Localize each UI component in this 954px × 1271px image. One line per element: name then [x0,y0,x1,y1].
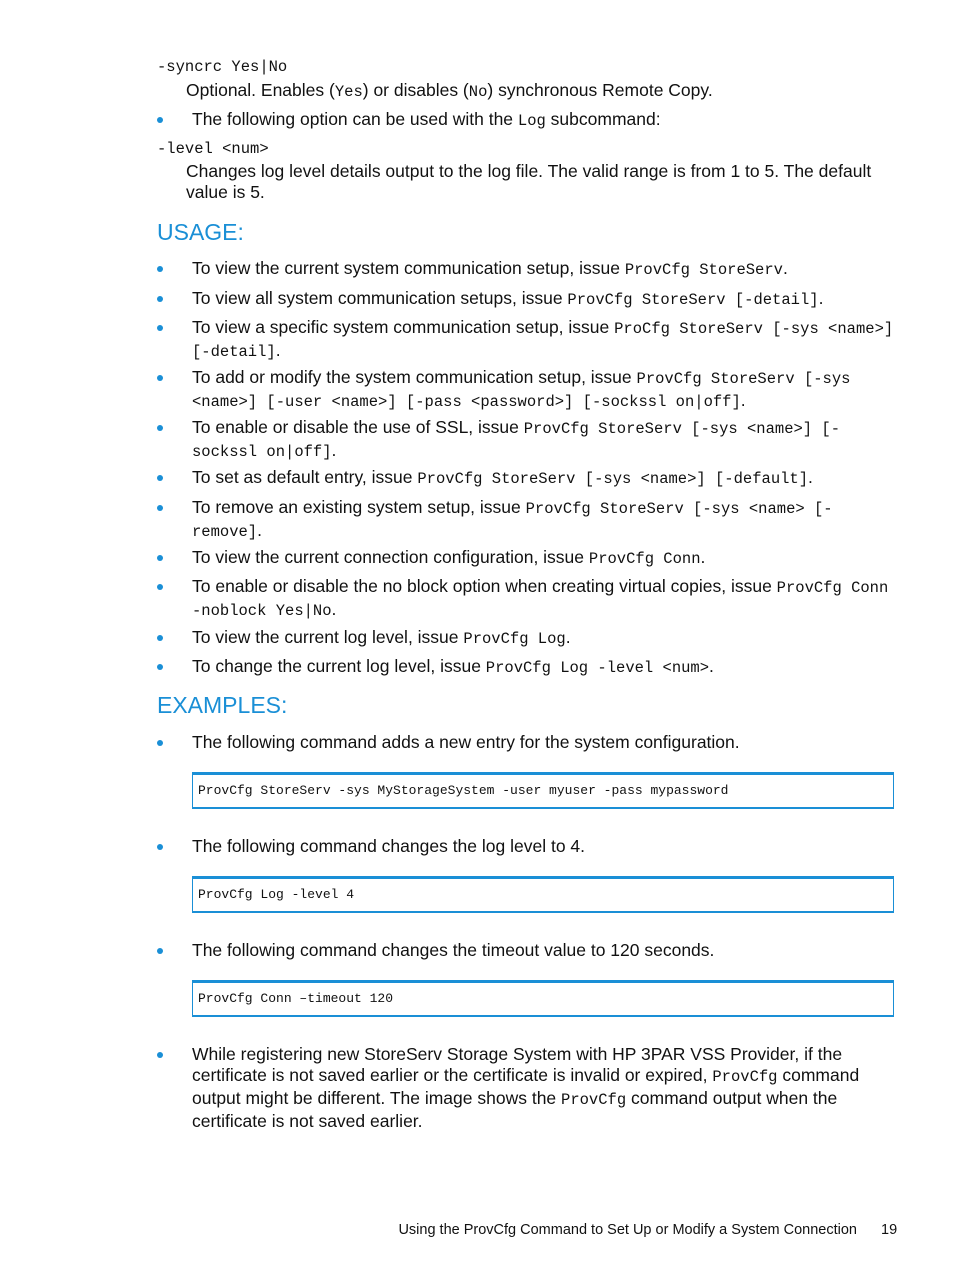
bullet-icon [157,584,165,592]
page-number: 19 [881,1222,898,1238]
syncrc-option: -syncrc Yes|No [157,58,288,76]
bullet-icon [157,475,165,483]
bullet-icon [157,1052,165,1060]
code-text: ProvCfg Conn –timeout 120 [198,991,394,1006]
bullet-icon [157,555,165,563]
usage-item: To set as default entry, issue ProvCfg StoreServ [-sys <name>] [-default]. [192,467,813,488]
code-block [192,980,894,1017]
usage-item: To remove an existing system setup, issue ProvCfg StoreServ [-sys <name> [-remove]. [192,497,833,541]
log-intro: The following option can be used with the Log subcommand: [192,109,661,130]
code-text: ProvCfg StoreServ -sys MyStorageSystem -user myuser -pass mypassword [198,783,729,798]
example-text: The following command changes the log level to 4. [192,836,586,856]
usage-item: To enable or disable the use of SSL, issue ProvCfg StoreServ [-sys <name>] [-sockssl on|off]. [192,417,841,461]
example-final-text: While registering new StoreServ Storage System with HP 3PAR VSS Provider, if the certificate is not saved earlier or the certificate is invalid or expired, ProvCfg command output might be different. The image shows the ProvCfg command output when the certificate is not saved earlier. [192,1044,860,1131]
examples-heading: EXAMPLES: [157,692,288,718]
usage-item: To enable or disable the no block option when creating virtual copies, issue ProvCfg Conn -noblock Yes|No. [192,576,889,620]
bullet-icon [157,266,165,274]
code-block [192,772,894,809]
bullet-icon [157,375,165,383]
usage-item: To view the current log level, issue ProvCfg Log. [192,627,571,648]
usage-item: To view all system communication setups, issue ProvCfg StoreServ [-detail]. [192,288,824,309]
level-description: Changes log level details output to the log file. The valid range is from 1 to 5. The default value is 5. [186,161,872,202]
code-block [192,876,894,913]
bullet-icon [157,425,165,433]
bullet-icon [157,296,165,304]
bullet-icon [157,664,165,672]
example-text: The following command adds a new entry for the system configuration. [192,732,740,752]
level-option: -level <num> [157,140,269,158]
bullet-icon [157,740,165,748]
bullet-icon [157,325,165,333]
bullet-icon [157,844,165,852]
example-text: The following command changes the timeout value to 120 seconds. [192,940,715,960]
usage-heading: USAGE: [157,219,244,245]
bullet-icon [157,117,165,125]
code-text: ProvCfg Log -level 4 [198,887,355,902]
usage-item: To add or modify the system communication setup, issue ProvCfg StoreServ [-sys <name>] [-user <name>] [-pass <password>] [-sockssl on|off]. [192,367,851,411]
usage-item: To view a specific system communication setup, issue ProCfg StoreServ [-sys <name>] [-detail]. [192,317,894,361]
usage-item: To view the current system communication setup, issue ProvCfg StoreServ. [192,258,788,279]
bullet-icon [157,505,165,513]
usage-item: To change the current log level, issue ProvCfg Log -level <num>. [192,656,714,677]
bullet-icon [157,635,165,643]
bullet-icon [157,948,165,956]
syncrc-description: Optional. Enables (Yes) or disables (No) synchronous Remote Copy. [186,80,713,101]
usage-item: To view the current connection configuration, issue ProvCfg Conn. [192,547,706,568]
footer-title: Using the ProvCfg Command to Set Up or Modify a System Connection [398,1222,857,1238]
